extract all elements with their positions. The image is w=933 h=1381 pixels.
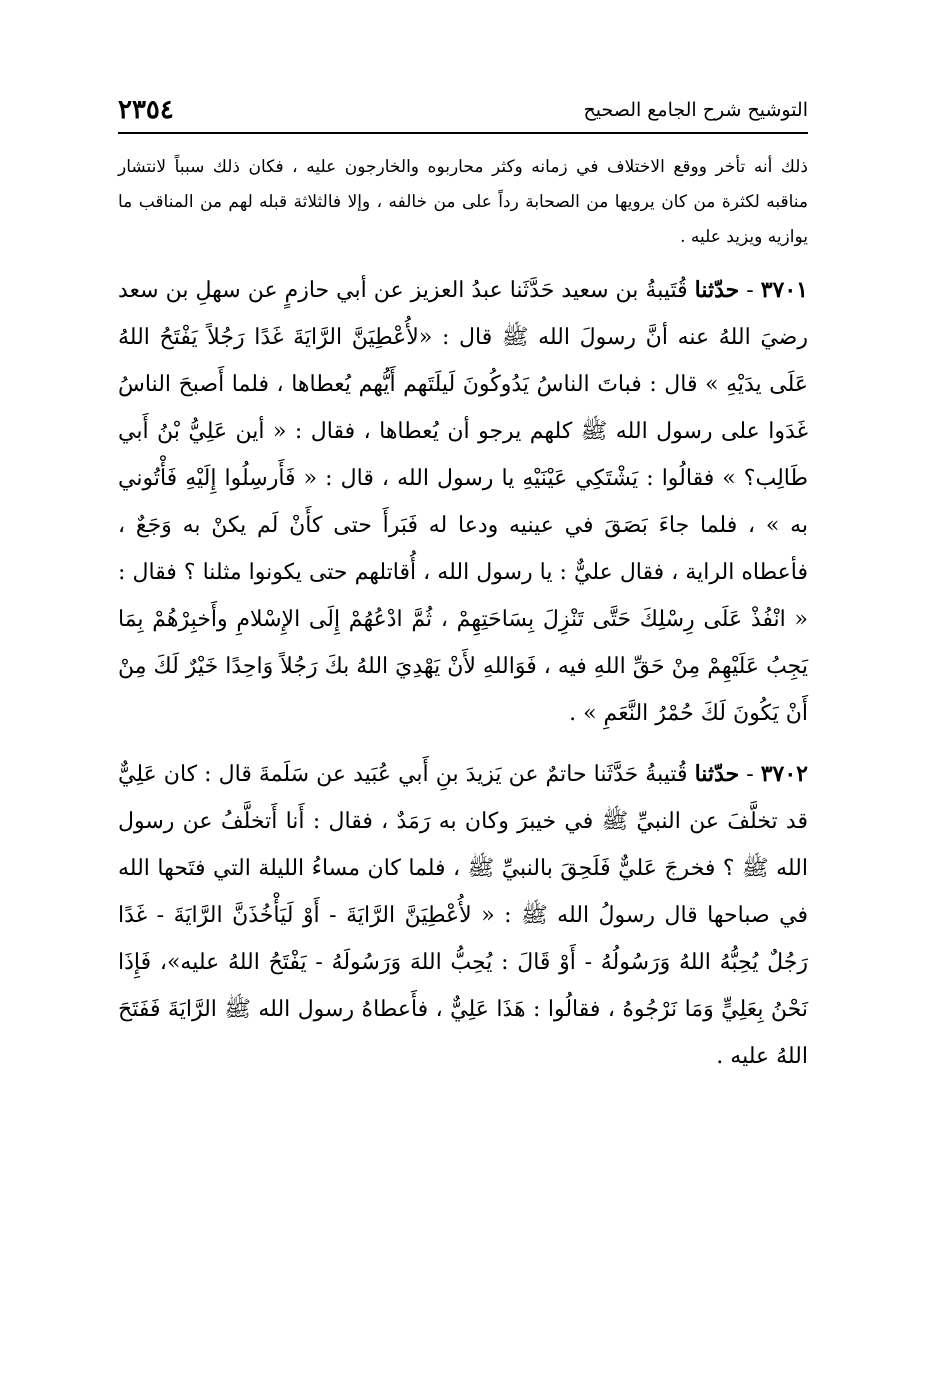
hadith-number: ٣٧٠١ (760, 277, 808, 303)
hadith-opening: حدّثنا (694, 761, 740, 787)
hadith-dash: - (739, 762, 761, 787)
page-number: ٢٣٥٤ (118, 95, 174, 125)
hadith-number: ٣٧٠٢ (760, 761, 808, 787)
hadith-dash: - (739, 278, 761, 303)
hadith-3702 (118, 751, 808, 1080)
page-body (118, 150, 808, 1094)
page-header (118, 92, 808, 134)
hadith-text: قُتَيبةُ بن سعيد حَدَّثَنا عبدُ العزيز عن أبي حازمٍ عن سهلِ بن سعد رضيَ اللهُ عنه أنَّ رسولَ الله ﷺ قال : «لأُعْطِيَنَّ الرَّايَةَ غَدًا رَجُلاً يَفْتَحُ اللهُ عَلَى يدَيْهِ » قال : فباتَ الناسُ يَدُوكُونَ لَيلَتَهم أَيُّهم يُعطاها ، فلما أَصبحَ الناسُ غَدَوا على رسول الله ﷺ كلهم يرجو أن يُعطاها ، فقال : « أين عَلِيُّ بْنُ أَبي طَالِب؟ » فقالُوا : يَشْتَكِي عَيْنَيْهِ يا رسول الله ، قال : « فَأَرسِلُوا إِلَيْهِ فَأْتُوني به » ، فلما جاءَ بَصَقَ في عينيه ودعا له فَبَرأَ حتى كأَنْ لَم يكنْ به وَجَعٌ ، فأعطاه الراية ، فقال عليٌّ : يا رسول الله ، أُقاتلهم حتى يكونوا مثلنا ؟ فقال : « انْفُذْ عَلَى رِسْلِكَ حَتَّى تَنْزِلَ بِسَاحَتِهِمْ ، ثُمَّ ادْعُهُمْ إِلَى الإِسْلامِ وأَخبِرْهُمْ بِمَا يَجِبُ عَلَيْهِمْ مِنْ حَقِّ اللهِ فيه ، فَوَاللهِ لأَنْ يَهْدِيَ اللهُ بكَ رَجُلاً وَاحِدًا خَيْرٌ لَكَ مِنْ أَنْ يَكُونَ لَكَ حُمْرُ النَّعَمِ » . (118, 278, 808, 726)
running-title: التوشيح شرح الجامع الصحيح (583, 99, 808, 121)
commentary-paragraph: ذلك أنه تأخر ووقع الاختلاف في زمانه وكثر محاربوه والخارجون عليه ، فكان ذلك سبباً لانتشار مناقبه لكثرة من كان يرويها من الصحابة رداً على من خالفه ، وإلا فالثلاثة قبله لهم من المناقب ما يوازيه ويزيد عليه . (118, 157, 808, 247)
hadith-opening: حدّثنا (694, 277, 740, 303)
hadith-text: قُتيبةُ حَدَّثَنا حاتمٌ عن يَزيدَ بنِ أَبي عُبَيد عن سَلَمةَ قال : كان عَلِيٌّ قد تخلَّفَ عن النبيِّ ﷺ في خيبرَ وكان به رَمَدٌ ، فقال : أَنا أَتخلَّفُ عن رسول الله ﷺ ؟ فخرجَ عَليٌّ فَلَحِقَ بالنبيِّ ﷺ ، فلما كان مساءُ الليلة التي فتَحها الله في صباحها قال رسولُ الله ﷺ : « لأُعْطِيَنَّ الرَّايَةَ - أَوْ لَيَأْخُذَنَّ الرَّايَةَ - غَدًا رَجُلٌ يُحِبُّهُ اللهُ وَرَسُولُهُ - أَوْ قَالَ : يُحِبُّ اللهَ وَرَسُولَهُ - يَفْتَحُ اللهُ عليه»، فَإِذَا نَحْنُ بِعَلِيٍّ وَمَا نَرْجُوهُ ، فقالُوا : هَذَا عَلِيٌّ ، فأَعطاهُ رسول الله ﷺ الرَّايَةَ فَفَتَحَ اللهُ عليه . (118, 762, 808, 1069)
hadith-3701 (118, 267, 808, 737)
